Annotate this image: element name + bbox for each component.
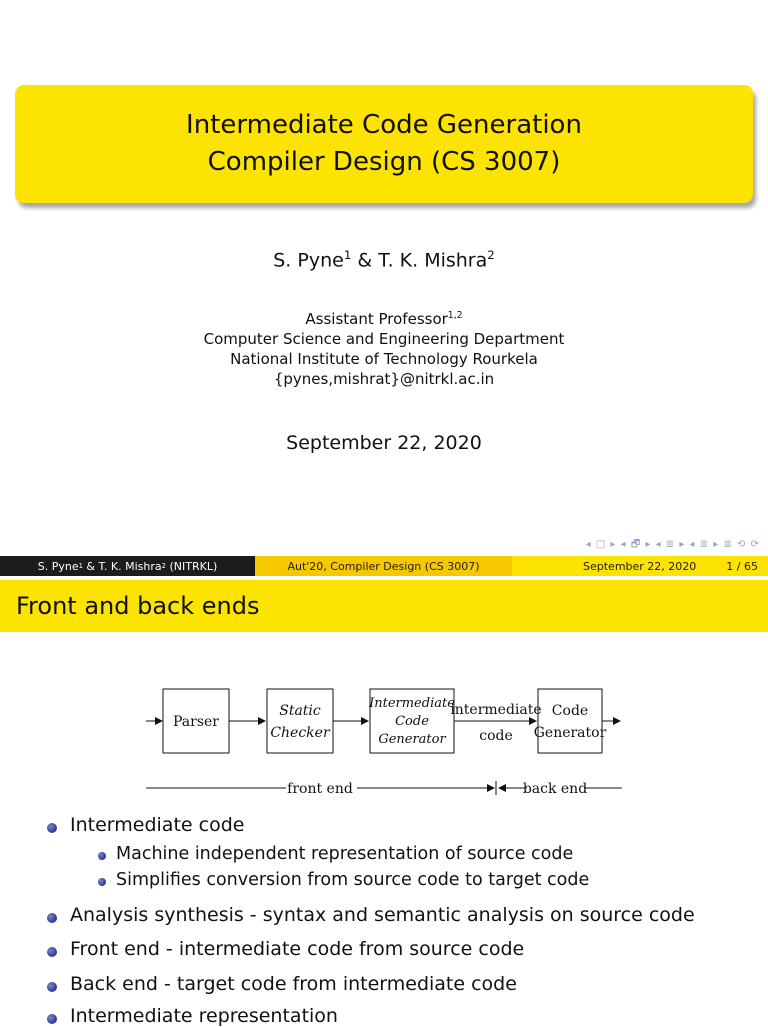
footer-course: Aut'20, Compiler Design (CS 3007) [255, 556, 512, 576]
bullet-front-end: Front end - intermediate code from source code [70, 938, 525, 960]
beamer-navigation-icons[interactable]: ◂ □ ▸ ◂ 🗗 ▸ ◂ ≣ ▸ ◂ ≣ ▸ ≣ ⟲ ⟳ [585, 539, 760, 550]
bullet-intermediate-representation: Intermediate representation [70, 1005, 338, 1027]
slide-subtitle: Compiler Design (CS 3007) [207, 147, 561, 177]
slide-title: Intermediate Code Generation [186, 110, 582, 140]
frame-title: Front and back ends [16, 592, 260, 620]
author-1-sup: 1 [343, 248, 352, 262]
position-sup: 1,2 [447, 310, 463, 321]
title-box [15, 85, 753, 203]
intermediate-code-label-2: code [479, 728, 513, 744]
compiler-phases-diagram [0, 675, 768, 815]
code-generator-label-1: Code [551, 703, 589, 719]
static-checker-label-2: Checker [270, 725, 330, 741]
bullet-dot [47, 823, 57, 833]
icg-label-3: Generator [378, 732, 446, 747]
bullet-dot [47, 1014, 57, 1024]
footer-sup-2: 2 [161, 562, 166, 570]
bullet-back-end: Back end - target code from intermediate code [70, 973, 517, 995]
author-amp: & [351, 249, 379, 272]
sub-bullet-machine-independent: Machine independent representation of source code [116, 844, 574, 864]
code-generator-box [538, 689, 602, 753]
department: Computer Science and Engineering Department [203, 330, 565, 348]
bullet-dot [47, 947, 57, 957]
content-slide [0, 580, 768, 1027]
email: {pynes,mishrat}@nitrkl.ac.in [273, 370, 495, 388]
sub-bullet-dot [98, 878, 106, 886]
bullet-dot [47, 982, 57, 992]
footer-author-2: & T. K. Mishra [82, 559, 162, 573]
footer [0, 556, 768, 576]
author-2-sup: 2 [487, 248, 495, 262]
footer-page-number: 1 / 65 [726, 559, 758, 573]
intermediate-code-label-1: intermediate [450, 702, 542, 718]
static-checker-box [267, 689, 333, 753]
author-2: T. K. Mishra [378, 249, 488, 272]
static-checker-label-1: Static [279, 703, 321, 719]
footer-right [512, 556, 768, 576]
sub-bullet-dot [98, 852, 106, 860]
code-generator-label-2: Generator [533, 725, 607, 741]
institute: National Institute of Technology Rourkela [230, 350, 538, 368]
footer-sup-1: 1 [78, 562, 83, 570]
bullet-analysis-synthesis: Analysis synthesis - syntax and semantic analysis on source code [70, 904, 695, 926]
icg-label-1: Intermediate [369, 696, 455, 711]
footer-institute: (NITRKL) [165, 559, 218, 573]
back-end-label: back end [522, 781, 588, 797]
footer-date: September 22, 2020 [583, 559, 697, 573]
parser-label: Parser [173, 714, 219, 730]
affiliation [0, 306, 768, 389]
position: Assistant Professor [305, 310, 448, 328]
frame-title-bar [0, 580, 768, 632]
icg-label-2: Code [395, 714, 429, 729]
front-end-label: front end [287, 781, 353, 797]
bullet-dot [47, 913, 57, 923]
authors [0, 248, 768, 271]
presentation-date: September 22, 2020 [286, 432, 482, 454]
sub-bullet-simplifies: Simplifies conversion from source code to target code [116, 870, 590, 890]
author-1: S. Pyne [273, 249, 344, 272]
footer-author-1: S. Pyne [37, 559, 79, 573]
bullet-intermediate-code: Intermediate code [70, 814, 245, 836]
footer-authors [0, 556, 255, 576]
